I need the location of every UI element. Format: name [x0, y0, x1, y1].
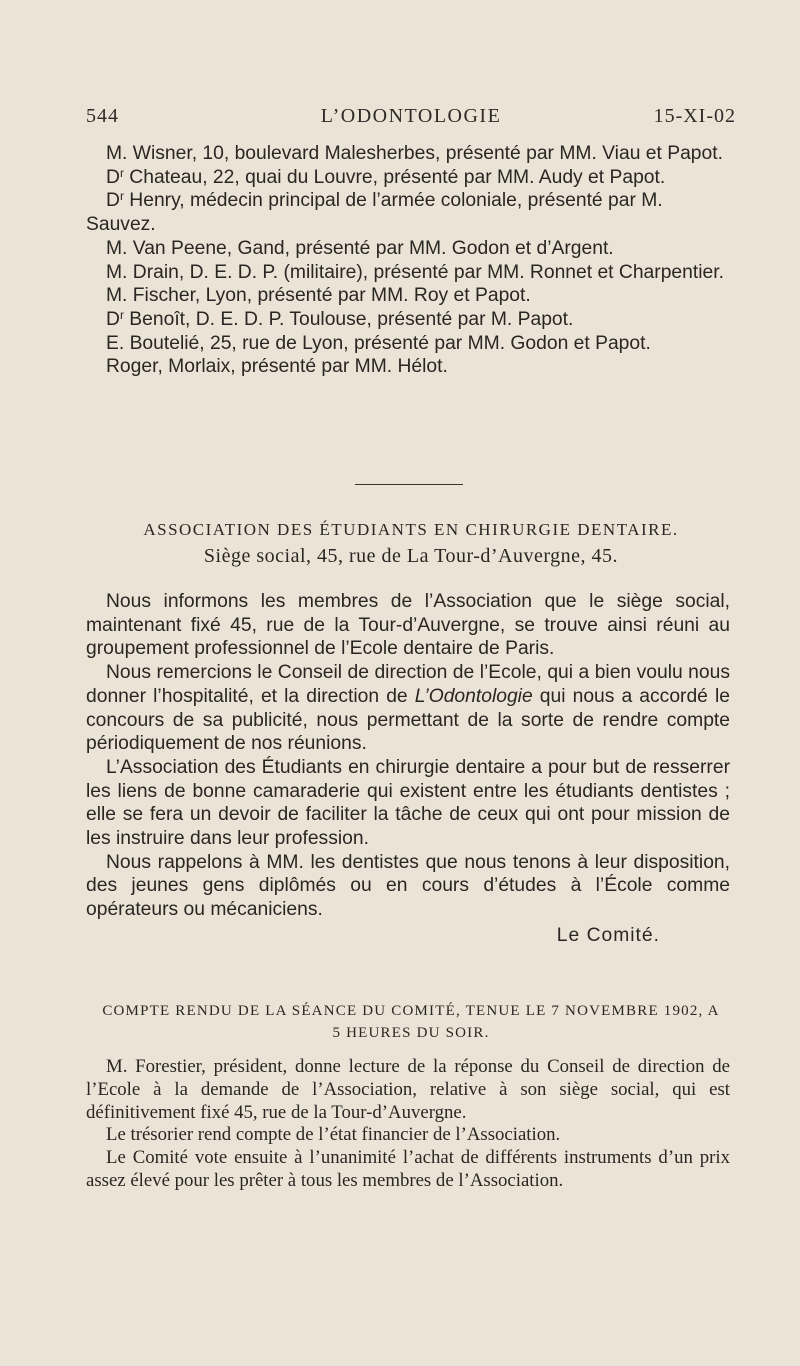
paragraph: Le trésorier rend compte de l’état financier de l’Association. [106, 1124, 561, 1146]
compte-rendu-heading: COMPTE RENDU DE LA SÉANCE DU COMITÉ, TENUE LE 7 NOVEMBRE 1902, A 5 HEURES DU SOIR. [102, 1003, 720, 1041]
association-address: Siège social, 45, rue de La Tour-d’Auvergne, 45. [203, 545, 619, 567]
page-number: 544 [86, 105, 119, 127]
member-entry: $D^r$ Chateau, 22, quai du Louvre, présenté par MM. Audy et Papot. [106, 165, 666, 188]
running-header [86, 105, 736, 131]
paragraph: Nous rappelons à MM. les dentistes que nous tenons à leur disposition, des jeunes gens diplômés ou en cours d’études à l’École comme opérateurs ou mécaniciens. [86, 851, 730, 921]
journal-title: L’ODONTOLOGIE [320, 105, 502, 127]
section-divider [355, 484, 463, 485]
member-entry: E. Boutelié, 25, rue de Lyon, présenté par MM. Godon et Papot. [106, 332, 651, 354]
compte-rendu-text [86, 1056, 730, 1193]
member-entry: Roger, Morlaix, présenté par MM. Hélot. [106, 356, 448, 378]
member-entry: $D^r$ Benoît, D. E. D. P. Toulouse, présenté par M. Papot. [106, 307, 574, 330]
issue-date: 15-XI-02 [653, 105, 736, 127]
member-entry: M. Drain, D. E. D. P. (militaire), présenté par MM. Ronnet et Charpentier. [106, 261, 724, 283]
new-members-list [86, 142, 736, 379]
association-text [86, 590, 730, 948]
member-entry: M. Wisner, 10, boulevard Malesherbes, présenté par MM. Viau et Papot. [106, 143, 723, 164]
signature: Le Comité. [556, 924, 660, 946]
journal-name: L’Odontologie [414, 685, 533, 707]
association-heading: ASSOCIATION DES ÉTUDIANTS EN CHIRURGIE DENTAIRE. [143, 520, 679, 539]
paragraph: L’Association des Étudiants en chirurgie dentaire a pour but de resserrer les liens de bonne camaraderie qui existent entre les étudiants dentistes ; elle se fera un devoir de faciliter la tâche de ceux qui ont pour mission de les instruire dans leur profession. [86, 756, 730, 850]
paragraph: M. Forestier, président, donne lecture de la réponse du Conseil de direction de l’Ecole à la demande de l’Association, relative à son siège social, qui est définitivement fixé 45, rue de la Tour-d’Auvergne. [86, 1056, 730, 1123]
member-entry: $D^r$ Henry, médecin principal de l’armée coloniale, présenté par M. Sauvez. [86, 189, 663, 236]
member-entry: M. Van Peene, Gand, présenté par MM. Godon et d’Argent. [106, 237, 614, 259]
member-entry: M. Fischer, Lyon, présenté par MM. Roy et Papot. [106, 285, 531, 307]
paragraph: Le Comité vote ensuite à l’unanimité l’achat de différents instruments d’un prix assez élevé pour les prêter à tous les membres de l’Association. [86, 1147, 730, 1191]
paragraph: Nous informons les membres de l’Association que le siège social, maintenant fixé 45, rue de la Tour-d’Auvergne, se trouve ainsi réuni au groupement professionnel de l’Ecole dentaire de Paris. [86, 591, 730, 660]
paragraph: Nous remercions le Conseil de direction de l’Ecole, qui a bien voulu nous donner l’hospitalité, et la direction de L’Odontologie qui nous a accordé le concours de sa publicité, nous permettant de la sorte de rendre compte périodiquement de nos réunions. [86, 662, 731, 755]
